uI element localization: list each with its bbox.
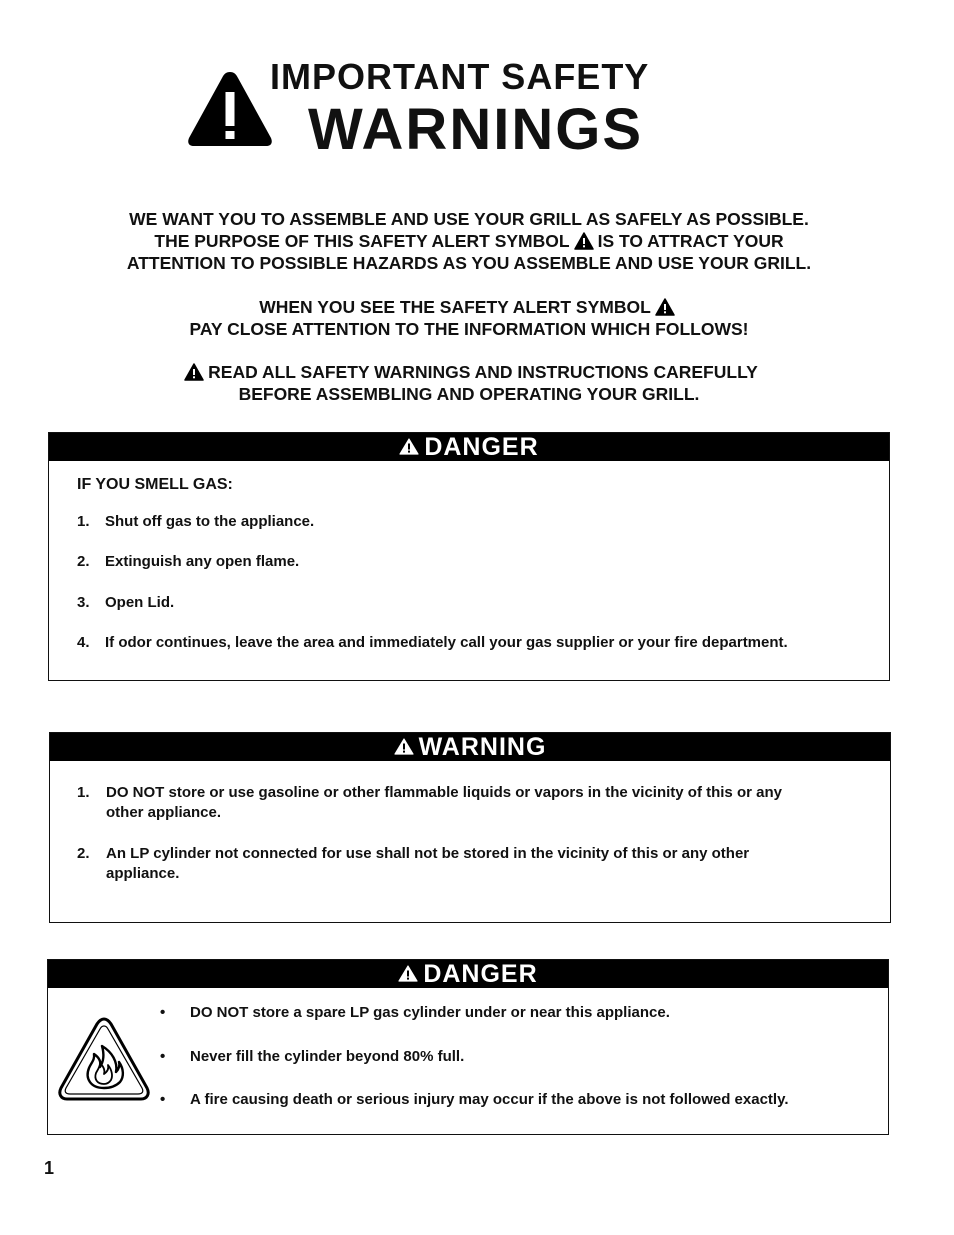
page-number: 1 <box>44 1158 55 1178</box>
intro-p2-line1: WHEN YOU SEE THE SAFETY ALERT SYMBOL <box>60 296 878 318</box>
intro-p3-line2: BEFORE ASSEMBLING AND OPERATING YOUR GRILL. <box>238 384 700 404</box>
intro-p1-line1: WE WANT YOU TO ASSEMBLE AND USE YOUR GRILL AS SAFELY AS POSSIBLE. <box>129 209 809 229</box>
intro-p3-line1: READ ALL SAFETY WARNINGS AND INSTRUCTIONS CAREFULLY <box>60 361 878 383</box>
safety-alert-icon <box>398 965 418 982</box>
title-line2: WARNINGS <box>308 97 643 162</box>
safety-alert-icon <box>184 363 204 381</box>
intro-p1-line2: THE PURPOSE OF THIS SAFETY ALERT SYMBOL IS TO ATTRACT YOUR <box>154 231 784 251</box>
intro-p2-line2: PAY CLOSE ATTENTION TO THE INFORMATION WHICH FOLLOWS! <box>189 319 749 339</box>
warning-box: WARNING 1. DO NOT store or use gasoline or other flammable liquids or vapors in the vicinity of this or any other appliance. 2. An LP cylinder not connected for use shall not be stored in the vicinity of this or any other appliance. <box>49 732 891 923</box>
danger-box-cylinder: DANGER • DO NOT store a spare LP gas cylinder under or near this appliance. • Never fill the cylinder beyond 80% full. • A fire causing death or serious injury may occur if the above is not followed exactly. <box>47 959 889 1135</box>
safety-alert-icon <box>655 298 675 316</box>
safety-alert-icon <box>574 232 594 250</box>
danger-box-gas: DANGER IF YOU SMELL GAS: 1. Shut off gas to the appliance. 2. Extinguish any open flame. 3. Open Lid. 4. If odor continues, leave the area and immediately call your gas supplier or your fire department. <box>48 432 890 681</box>
safety-alert-icon <box>394 738 414 755</box>
exclamation-triangle-icon <box>186 68 274 148</box>
safety-alert-icon <box>399 438 419 455</box>
danger-subheading: IF YOU SMELL GAS: <box>77 476 233 493</box>
warning-heading: WARNING <box>50 733 890 761</box>
flammable-fire-icon <box>56 1016 152 1102</box>
danger-heading: DANGER <box>48 960 888 988</box>
danger-heading: DANGER <box>49 433 889 461</box>
intro-p1-line3: ATTENTION TO POSSIBLE HAZARDS AS YOU ASSEMBLE AND USE YOUR GRILL. <box>126 253 812 273</box>
title-line1: IMPORTANT SAFETY <box>270 56 650 97</box>
